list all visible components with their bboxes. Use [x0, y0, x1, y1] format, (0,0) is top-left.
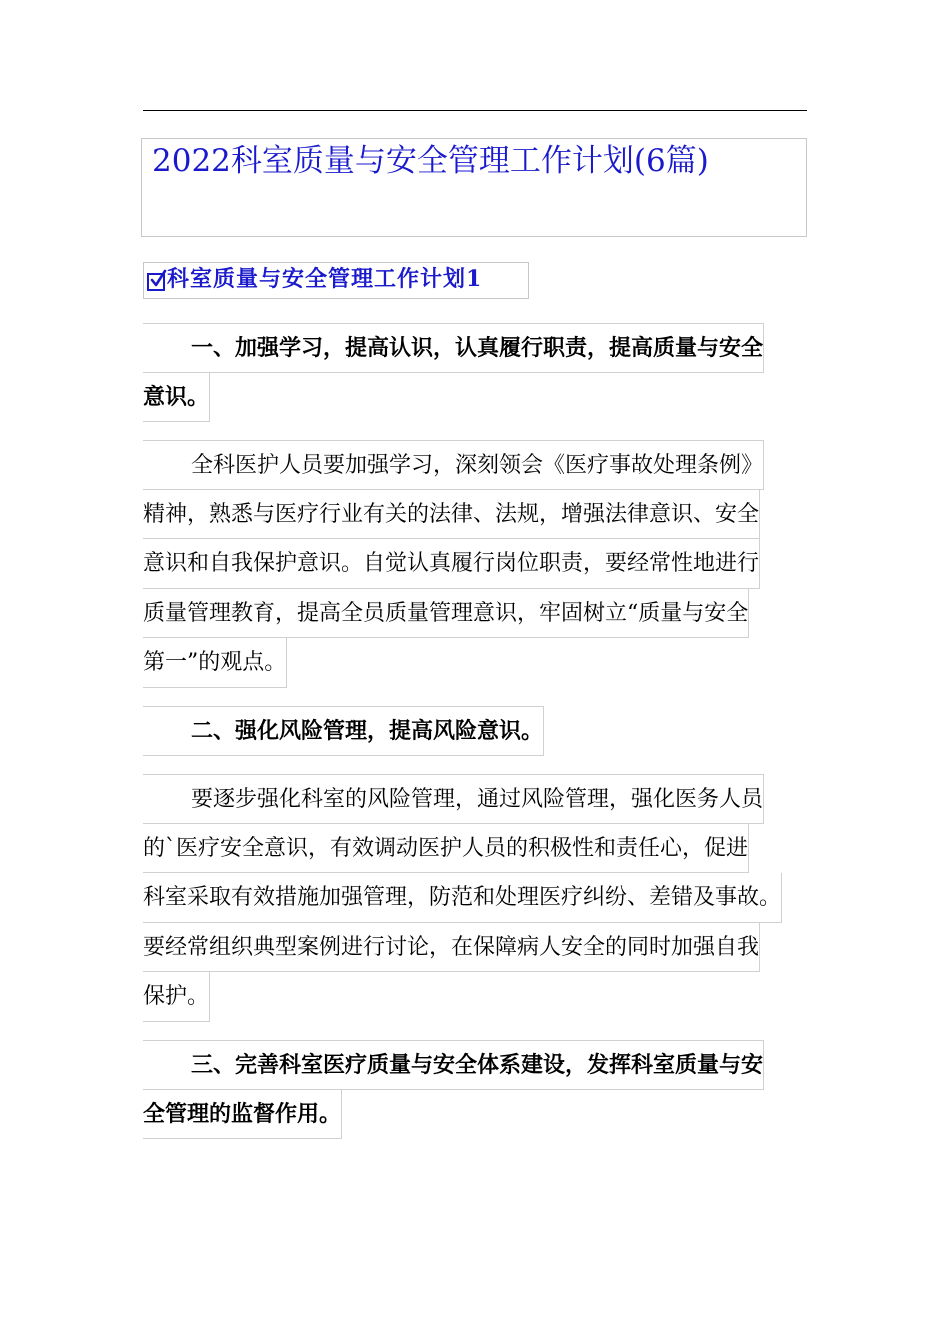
document-title: 2022科室质量与安全管理工作计划(6篇)	[152, 143, 709, 179]
body-line: 保护。	[143, 972, 210, 1022]
section-heading-1	[143, 323, 823, 422]
heading-line: 二、强化风险管理，提高风险意识。	[143, 706, 544, 756]
section-body-1	[143, 440, 823, 688]
checkbox-checked-icon	[147, 273, 165, 291]
body-line: 科室采取有效措施加强管理，防范和处理医疗纠纷、差错及事故。	[143, 873, 782, 923]
body-line: 全科医护人员要加强学习，深刻领会《医疗事故处理条例》	[143, 440, 764, 490]
section-heading-3	[143, 1040, 823, 1139]
body-line: 要逐步强化科室的风险管理，通过风险管理，强化医务人员	[143, 774, 764, 824]
heading-line: 一、加强学习，提高认识，认真履行职责，提高质量与安全	[143, 323, 764, 373]
subheading: 科室质量与安全管理工作计划1	[167, 266, 483, 292]
body-line: 精神，熟悉与医疗行业有关的法律、法规，增强法律意识、安全	[143, 490, 760, 540]
title-frame	[141, 138, 807, 237]
heading-line: 意识。	[143, 373, 210, 423]
body-line: 第一”的观点。	[143, 638, 287, 688]
top-rule	[143, 110, 807, 111]
body-line: 的`医疗安全意识，有效调动医护人员的积极性和责任心，促进	[143, 824, 749, 874]
subheading-frame	[143, 262, 529, 299]
body-line: 要经常组织典型案例进行讨论，在保障病人安全的同时加强自我	[143, 923, 760, 973]
section-heading-2	[143, 706, 823, 756]
body-line: 意识和自我保护意识。自觉认真履行岗位职责，要经常性地进行	[143, 539, 760, 589]
section-body-2	[143, 774, 823, 1022]
heading-line: 全管理的监督作用。	[143, 1090, 342, 1140]
heading-line: 三、完善科室医疗质量与安全体系建设，发挥科室质量与安	[143, 1040, 764, 1090]
body-line: 质量管理教育，提高全员质量管理意识，牢固树立“质量与安全	[143, 589, 749, 639]
